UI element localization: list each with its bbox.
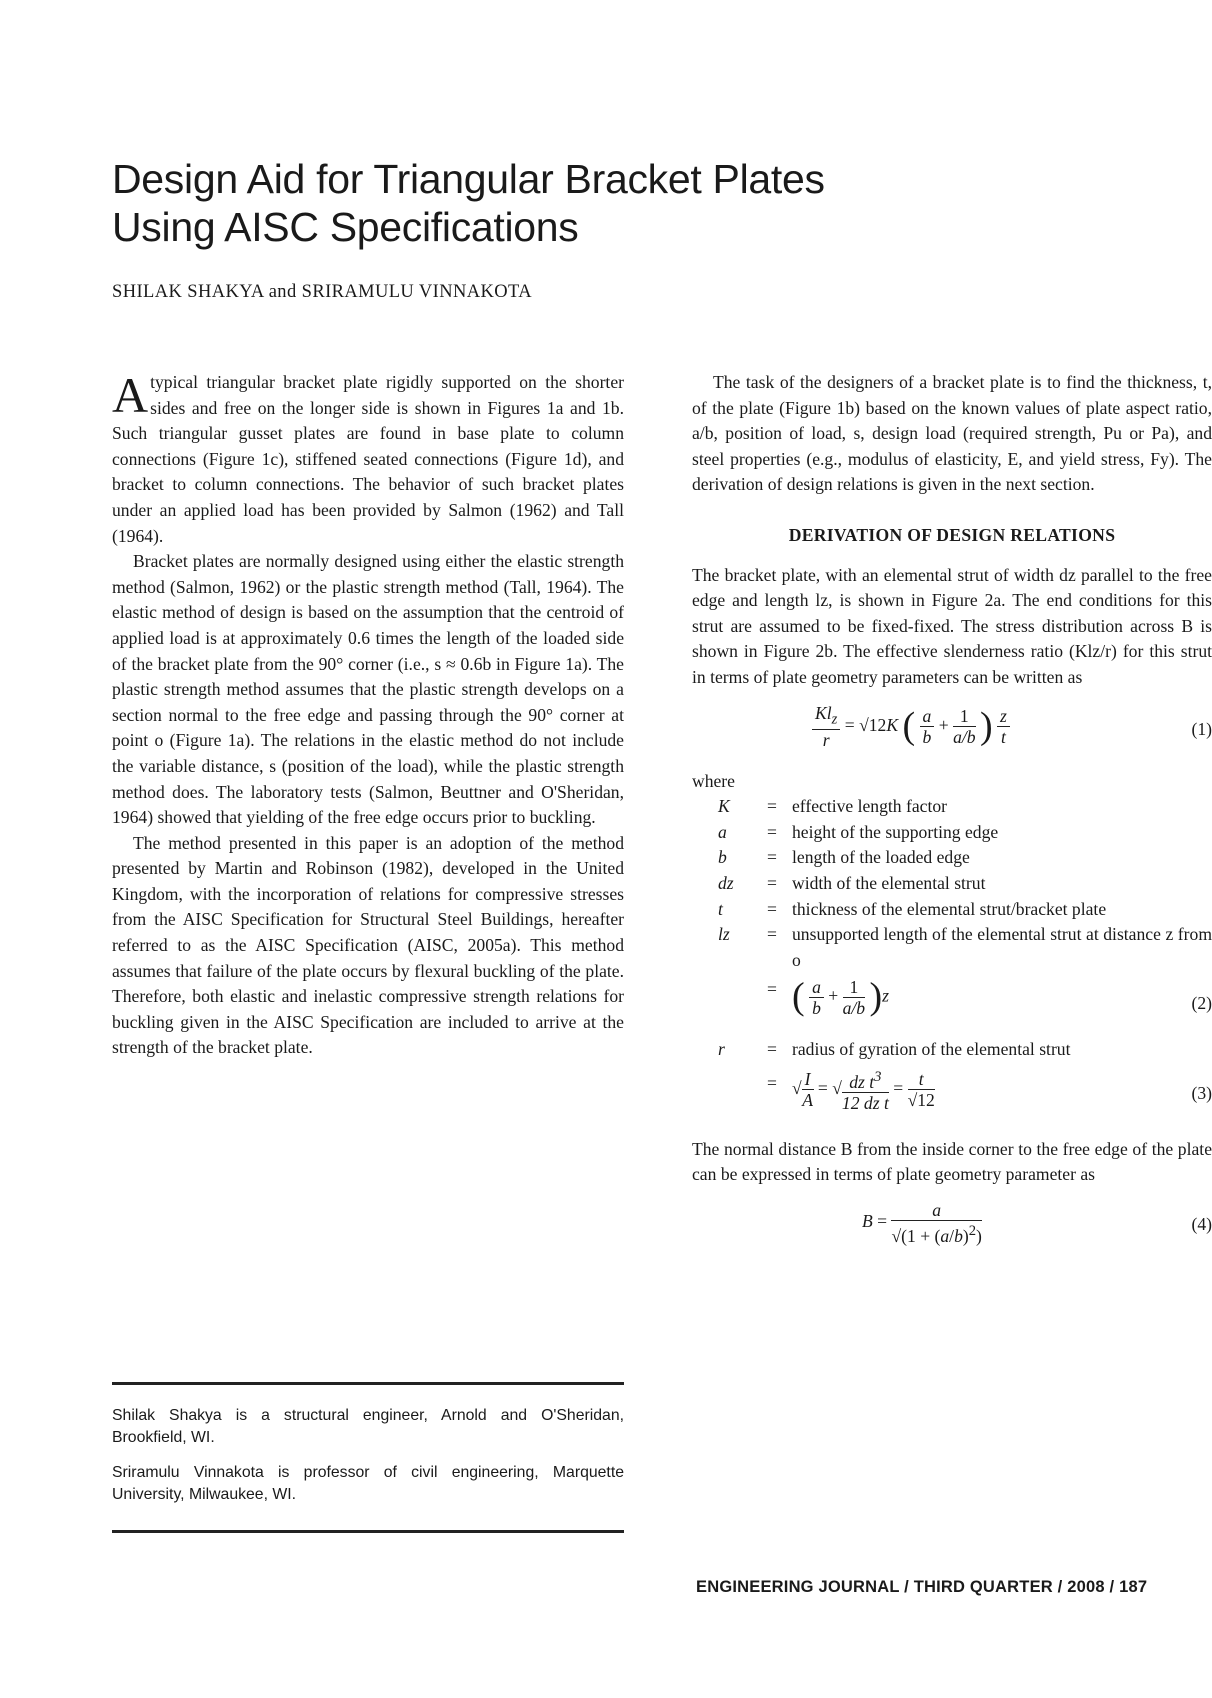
equation-4-number: (4) [1191,1214,1212,1235]
footnote-rule-bottom [112,1530,624,1533]
definition-row: K = effective length factor [718,796,948,817]
definition-row: lz = unsupported length of the elemental strut at distance z from o [718,924,1212,970]
equation-3: = √ $\frac{I}{A}$ = √ $\frac{dz t^3}{\text{12 dz t}}$ = $\frac{t}{√12}$ (3) [767,1068,1212,1113]
left-paragraph-3: The method presented in this paper is an adoption of the method presented by Martin and Robinson (1982), developed in the United Kingdom, with the incorporation of relations for compressive stresses from the AISC Specification for Structural Steel Buildings, hereafter referred to as the AISC Specification (AISC, 2005a). This method assumes that failure of the plate occurs by flexural buckling of the plate. Therefore, both elastic and inelastic compressive strength relations for buckling given in the AISC Specification are included to arrive at the strength of the bracket plate. [112,832,624,1058]
footnote-rule-top [112,1382,624,1385]
left-column [112,367,624,1061]
title-line-2: Using AISC Specifications [112,204,579,250]
equation-2: = ( $\frac{a}{b}$ + $\frac{1}{a/b}$ )z (2) [767,975,1212,1019]
equation-1-body: $\frac{Kl_z}{r}$ = √12K ( $\frac{a}{b}$ + $\frac{1}{a/b}$ ) $\frac{z}{t}$ [812,703,1010,751]
title-line-1: Design Aid for Triangular Bracket Plates [112,156,825,202]
definition-row: t = thickness of the elemental strut/bracket plate [718,898,1107,919]
footnote-author-2: Sriramulu Vinnakota is professor of civil engineering, Marquette University, Milwaukee, WI. [112,1464,624,1503]
footnote-author-1: Shilak Shakya is a structural engineer, Arnold and O'Sheridan, Brookfield, WI. [112,1407,624,1446]
left-paragraph-2: Bracket plates are normally designed using either the elastic strength method (Salmon, 1962) or the plastic strength method (Tall, 1964). The elastic method of design is based on the assumption that the centroid of applied load is at approximately 0.6 times the length of the loaded side of the bracket plate from the 90° corner (i.e., s ≈ 0.6b in Figure 1a). The plastic strength method assumes that the plastic strength develops on a section normal to the free edge and passing through the 90° corner at point o (Figure 1a). The relations in the elastic method do not include the variable distance, s (position of the load), while the plastic strength method does. The laboratory tests (Salmon, Beuttner and O'Sheridan, 1964) showed that yielding of the free edge occurs prior to buckling. [112,551,624,828]
right-column [692,370,1212,1284]
equation-2-body: ( $\frac{a}{b}$ + $\frac{1}{a/b}$ )z [792,975,890,1019]
definition-row-r: r = radius of gyration of the elemental strut [718,1039,1071,1060]
right-paragraph-3: The normal distance B from the inside corner to the free edge of the plate can be expressed in terms of plate geometry parameter as [692,1138,1212,1185]
authors: SHILAK SHAKYA and SRIRAMULU VINNAKOTA [112,282,532,302]
equation-2-number: (2) [1191,993,1212,1014]
drop-cap: A [112,367,149,423]
definition-row: b = length of the loaded edge [718,847,970,868]
left-paragraph-1 [112,367,624,549]
right-paragraph-2: The bracket plate, with an elemental strut of width dz parallel to the free edge and length lz, is shown in Figure 2a. The end conditions for this strut are assumed to be fixed-fixed. The stress distribution across B is shown in Figure 2b. The effective slenderness ratio (Klz/r) for this strut in terms of plate geometry parameters can be written as [692,564,1212,687]
definition-row: dz = width of the elemental strut [718,872,986,893]
definitions-list [692,794,1212,973]
equation-3-number: (3) [1191,1082,1212,1103]
equation-3-body: √ $\frac{I}{A}$ = √ $\frac{dz t^3}{\text{12 dz t}}$ = $\frac{t}{√12}$ [792,1068,935,1113]
equation-4-body: B = $\frac{a}{√(1 + (a/b)^2)}$ [862,1200,982,1246]
definition-row: a = height of the supporting edge [718,821,999,842]
right-paragraph-1: The task of the designers of a bracket plate is to find the thickness, t, of the plate (Figure 1b) based on the known values of plate aspect ratio, a/b, position of load, s, design load (required strength, Pu or Pa), and steel properties (e.g., modulus of elasticity, E, and yield stress, Fy). The derivation of design relations is given in the next section. [692,372,1212,495]
left-paragraph-1-text: typical triangular bracket plate rigidly supported on the shorter sides and free on the longer side is shown in Figures 1a and 1b. Such triangular gusset plates are found in base plate to column connections (Figure 1c), stiffened seated connections (Figure 1d), and bracket to column connections. The behavior of such bracket plates under an applied load has been provided by Salmon (1962) and Tall (1964). [112,372,624,546]
where-label: where [692,770,735,791]
equation-4 [692,1194,1212,1284]
page-title [112,155,1012,251]
page-footer: ENGINEERING JOURNAL / THIRD QUARTER / 2008 / 187 [696,1578,1148,1596]
equation-1 [692,699,1212,763]
section-heading: DERIVATION OF DESIGN RELATIONS [788,524,1116,545]
equation-1-number: (1) [1191,718,1212,739]
